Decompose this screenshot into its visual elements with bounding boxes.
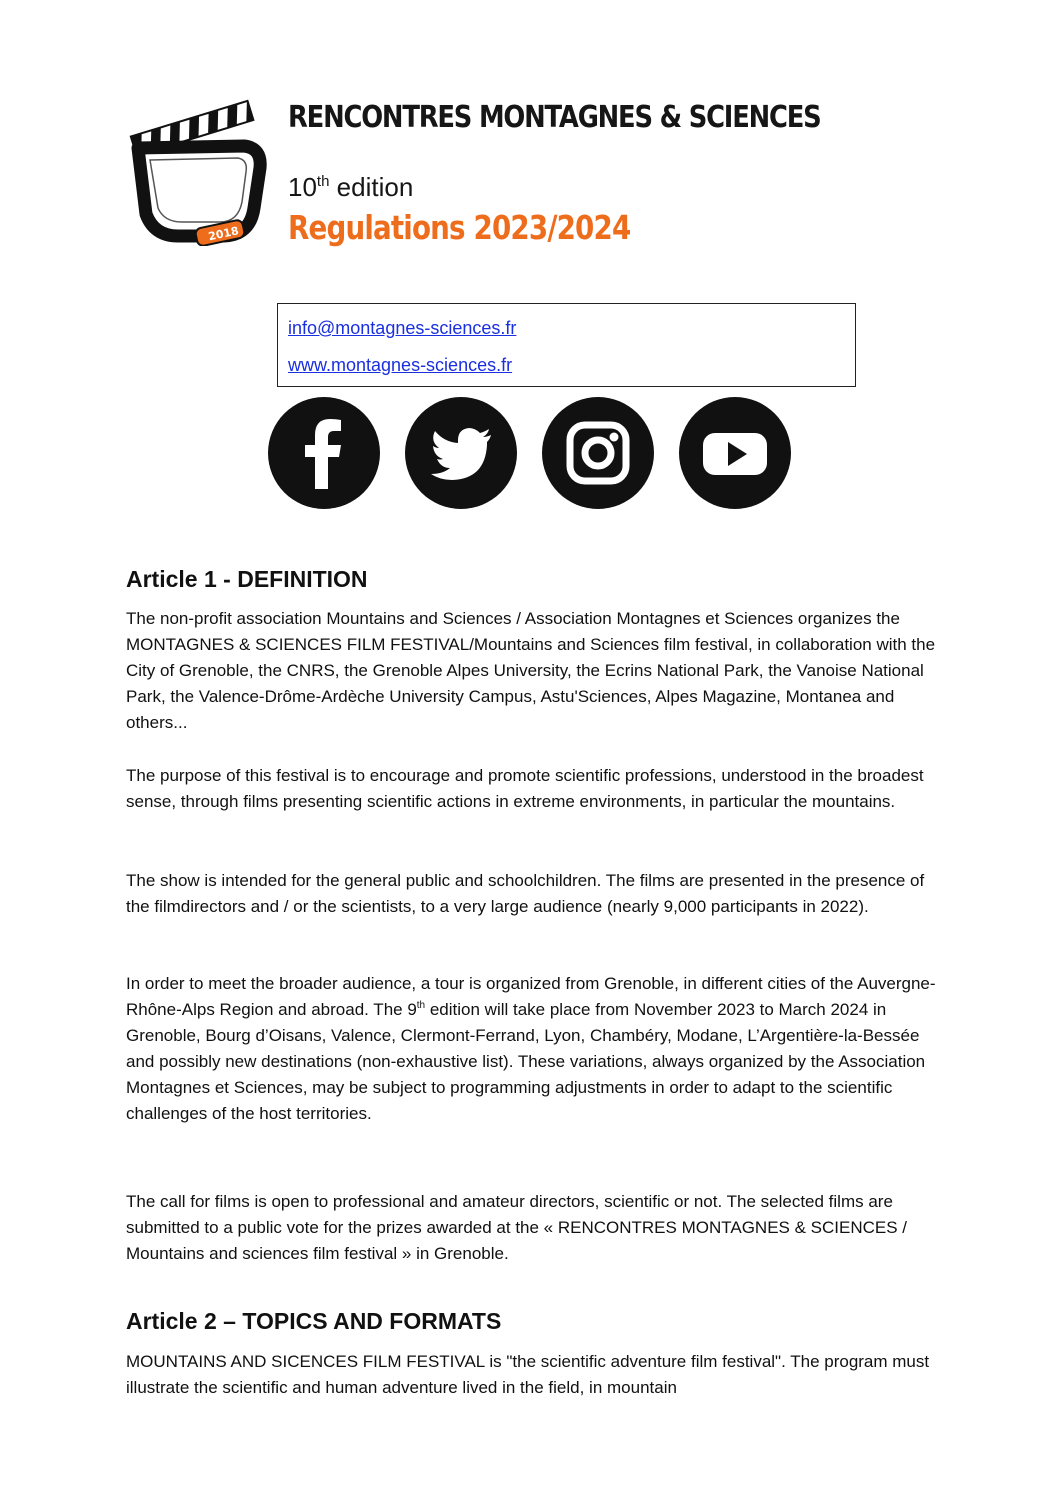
youtube-icon[interactable] [679, 397, 791, 509]
website-link[interactable]: www.montagnes-sciences.fr [288, 355, 513, 375]
facebook-icon[interactable] [268, 397, 380, 509]
edition-word: edition [336, 172, 414, 202]
article1-paragraph-2: The purpose of this festival is to encourage and promote scientific professions, understood in the broadest sense, through films presenting scientific actions in extreme environments, in particular the mountains. [126, 766, 924, 811]
article1-paragraph-3: The show is intended for the general public and schoolchildren. The films are presented in the presence of the filmdirectors and / or the scientists, to a very large audience (nearly 9,000 participants in 2022). [126, 871, 925, 916]
instagram-icon[interactable] [542, 397, 654, 509]
email-link[interactable]: info@montagnes-sciences.fr [288, 318, 517, 338]
article2-paragraph-1: MOUNTAINS AND SICENCES FILM FESTIVAL is "the scientific adventure film festival". The program must illustrate the scientific and human adventure lived in the field, in mountain [126, 1352, 930, 1397]
article1-heading: Article 1 - DEFINITION [126, 566, 368, 592]
edition-number: 10 [288, 172, 317, 202]
article2-heading: Article 2 – TOPICS AND FORMATS [126, 1308, 502, 1334]
article1-paragraph-5: The call for films is open to professional and amateur directors, scientific or not. The selected films are submitted to a public vote for the prizes awarded at the « RENCONTRES MONTAGNES & SCIENCES / Mountains and sciences film festival » in Grenoble. [126, 1192, 908, 1263]
festival-logo-icon [124, 96, 272, 246]
edition-label [288, 172, 413, 203]
article1-paragraph-1: The non-profit association Mountains and Sciences / Association Montagnes et Sciences organizes the MONTAGNES & SCIENCES FILM FESTIVAL/Mountains and Sciences film festival, in collaboration with the City of Grenoble, the CNRS, the Grenoble Alpes University, the Ecrins National Park, the Vanoise National Park, the Valence-Drôme-Ardèche University Campus, Astu'Sciences, Alpes Magazine, Montanea and others... [126, 609, 936, 732]
brand-title: RENCONTRES MONTAGNES & SCIENCES [288, 100, 821, 135]
logo-year-text: 2018 [207, 224, 240, 244]
paragraph-4-sup: th [416, 1000, 426, 1011]
contact-box [277, 303, 856, 387]
paragraph-4-text-a: In order to meet the broader audience, a tour is organized from Grenoble, in different cities of the Auvergne-Rhône-Alps Region and abroad. The 9 [126, 974, 936, 1019]
twitter-icon[interactable] [405, 397, 517, 509]
article1-paragraph-4 [126, 971, 946, 1127]
paragraph-4-text-b: edition will take place from November 2023 to March 2024 in Grenoble, Bourg d’Oisans, Valence, Clermont-Ferrand, Lyon, Chambéry, Modane, L’Argentière-la-Bessée and possibly new destinations (non-exhaustive list). These variations, always organized by the Association Montagnes et Sciences, may be subject to programming adjustments in order to adapt to the scientific challenges of the host territories. [126, 1000, 926, 1123]
regulations-title: Regulations 2023/2024 [288, 208, 631, 247]
edition-suffix: th [316, 173, 330, 190]
